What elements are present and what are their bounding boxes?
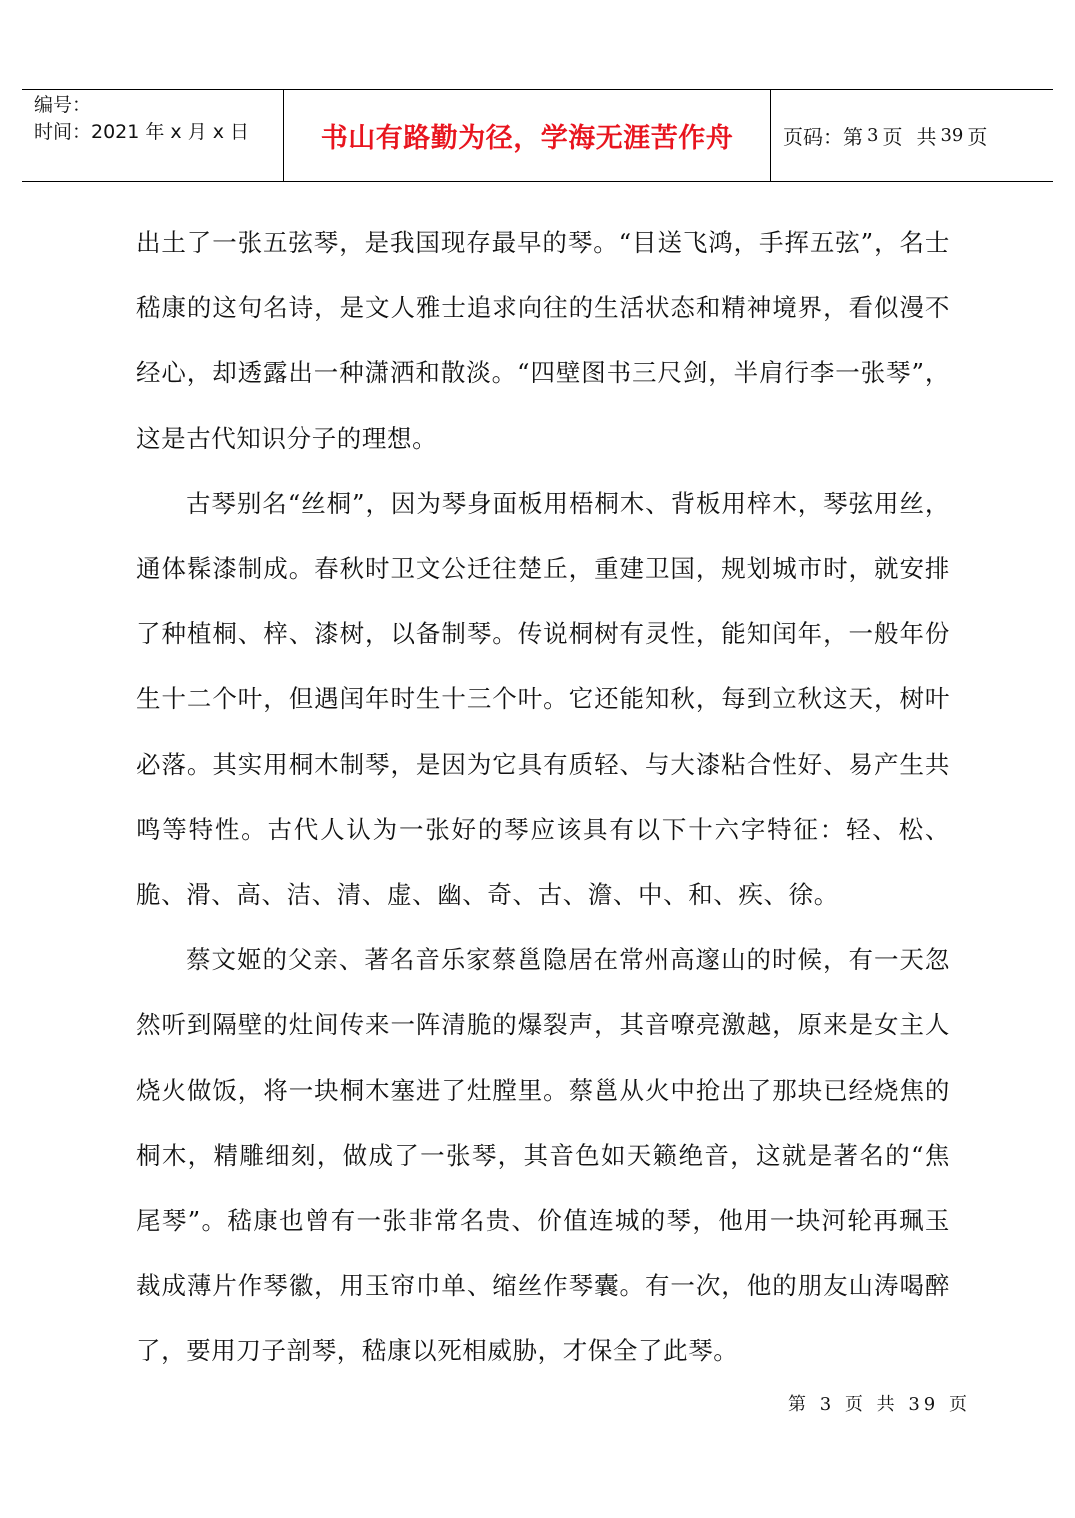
paragraph: 出土了一张五弦琴，是我国现存最早的琴。“目送飞鸿，手挥五弦”，名士嵇康的这句名诗，是文人雅士追求向往的生活状态和精神境界，看似漫不经心，却透露出一种潇洒和散淡。“四壁图书三尺剑，半肩行李一张琴”，这是古代知识分子的理想。: [136, 228, 950, 453]
paragraph: 蔡文姬的父亲、著名音乐家蔡邕隐居在常州高邃山的时候，有一天忽然听到隔壁的灶间传来一阵清脆的爆裂声，其音嘹亮激越，原来是女主人烧火做饭，将一块桐木塞进了灶膛里。蔡邕从火中抢出了那块已经烧焦的桐木，精雕细刻，做成了一张琴，其音色如天籁绝音，这就是著名的“焦尾琴”。嵇康也曾有一张非常名贵、价值连城的琴，他用一块河轮再珮玉裁成薄片作琴徽，用玉帘巾单、缩丝作琴囊。有一次，他的朋友山涛喝醉了，要用刀子剖琴，嵇康以死相威胁，才保全了此琴。: [136, 945, 950, 1366]
total-prefix: 共: [916, 125, 937, 149]
page-suffix: 页: [882, 125, 903, 149]
page-prefix: 页码：第: [783, 125, 863, 149]
time-label: 时间：2021 年 x 月 x 日: [34, 121, 250, 143]
header-meta-cell: [22, 90, 284, 181]
page-total: 39: [940, 125, 964, 146]
motto-text: 书山有路勤为径，学海无涯苦作舟: [320, 123, 734, 154]
document-body: [136, 210, 950, 1384]
header-motto-cell: [284, 90, 771, 181]
page-footer: 第 3 页 共 39 页: [788, 1394, 971, 1415]
header-page-cell: [771, 90, 1053, 181]
serial-number-label: 编号：: [34, 94, 92, 116]
page-current: 3: [867, 125, 879, 146]
paragraph: 古琴别名“丝桐”，因为琴身面板用梧桐木、背板用梓木，琴弦用丝，通体髹漆制成。春秋时卫文公迁往楚丘，重建卫国，规划城市时，就安排了种植桐、梓、漆树，以备制琴。传说桐树有灵性，能知闰年，一般年份生十二个叶，但遇闰年时生十三个叶。它还能知秋，每到立秋这天，树叶必落。其实用桐木制琴，是因为它具有质轻、与大漆粘合性好、易产生共鸣等特性。古代人认为一张好的琴应该具有以下十六字特征：轻、松、脆、滑、高、洁、清、虚、幽、奇、古、澹、中、和、疾、徐。: [136, 488, 950, 910]
total-suffix: 页: [967, 125, 988, 149]
document-header: [22, 89, 1053, 182]
